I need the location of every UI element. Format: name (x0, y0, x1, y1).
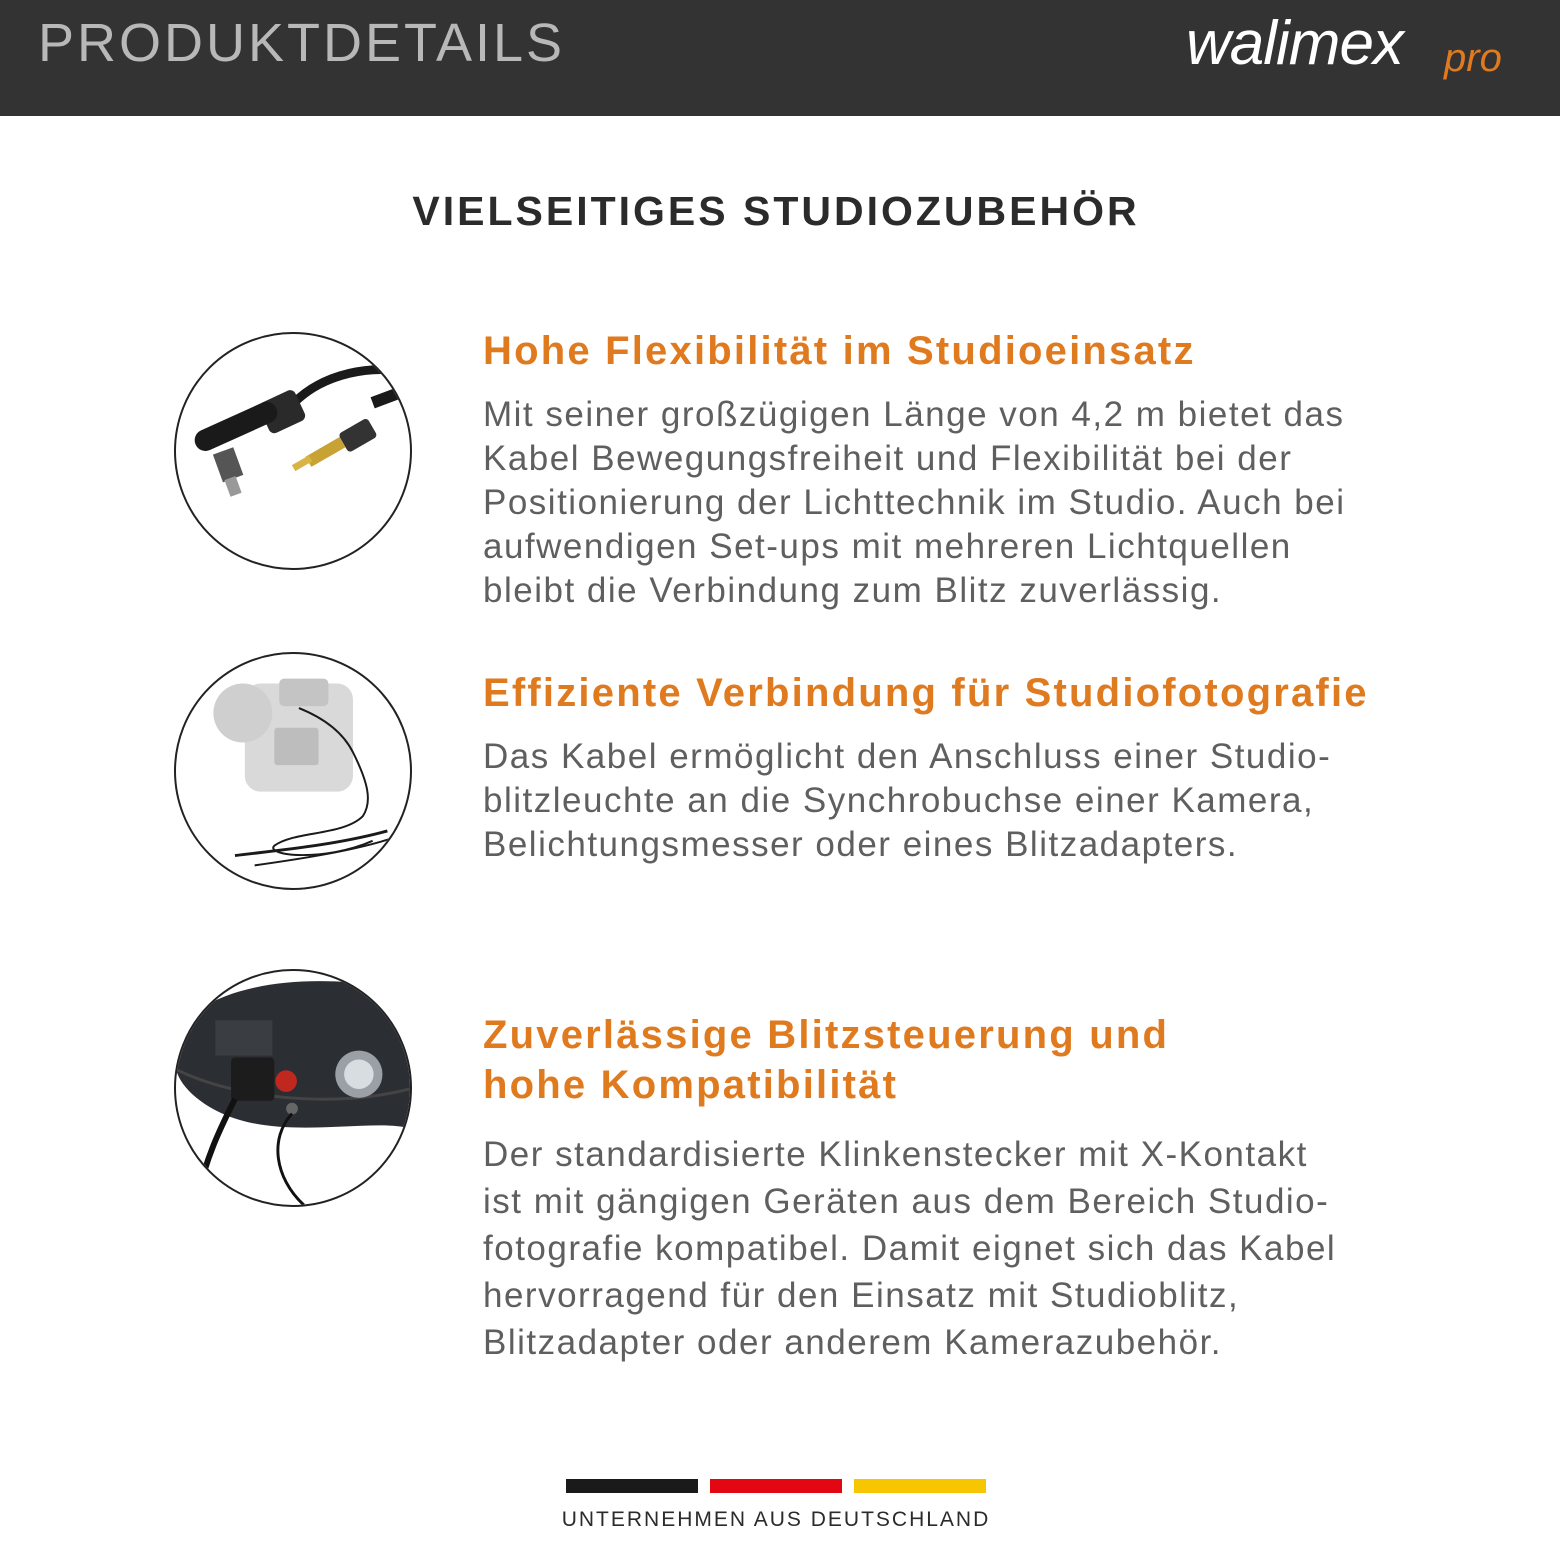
feature-2-text-line: Das Kabel ermöglicht den Anschluss einer Studio- (483, 737, 1332, 776)
feature-3-text-line: Der standardisierte Klinkenstecker mit X-Kontakt (483, 1135, 1308, 1174)
feature-1-text-line: aufwendigen Set-ups mit mehreren Lichtquellen (483, 527, 1292, 566)
feature-1-title: Hohe Flexibilität im Studioeinsatz (483, 329, 1196, 373)
feature-1-text-line: Mit seiner großzügigen Länge von 4,2 m bietet das (483, 395, 1345, 434)
feature-2-text-line: blitzleuchte an die Synchrobuchse einer Kamera, (483, 781, 1315, 820)
flag-stripe-black (566, 1479, 698, 1493)
logo-wordmark: walimex (1186, 9, 1403, 78)
feature-3-text-line: fotografie kompatibel. Damit eignet sich das Kabel (483, 1229, 1337, 1268)
feature-2-text-line: Belichtungsmesser oder eines Blitzadapters. (483, 825, 1239, 864)
section-heading: VIELSEITIGES STUDIOZUBEHÖR (412, 188, 1140, 234)
walimex-pro-logo (1186, 8, 1531, 98)
studio-flash-back-panel-image (174, 969, 412, 1207)
feature-2-description (483, 735, 1473, 867)
sync-cable-plugs-image (174, 332, 412, 570)
logo-suffix: pro (1444, 36, 1502, 80)
feature-2-title: Effiziente Verbindung für Studiofotografie (483, 671, 1369, 715)
footer-text: UNTERNEHMEN AUS DEUTSCHLAND (561, 1508, 991, 1531)
feature-3-title-line: Zuverlässige Blitzsteuerung und (483, 1013, 1170, 1057)
feature-1-text-line: Kabel Bewegungsfreiheit und Flexibilität bei der (483, 439, 1293, 478)
feature-3-text-line: ist mit gängigen Geräten aus dem Bereich Studio- (483, 1182, 1330, 1221)
flag-stripe-gold (854, 1479, 986, 1493)
feature-3-description (483, 1131, 1473, 1366)
feature-1-description (483, 393, 1473, 613)
camera-with-cable-image (174, 652, 412, 890)
header-bar (0, 0, 1560, 116)
feature-1-text-line: bleibt die Verbindung zum Blitz zuverlässig. (483, 571, 1223, 610)
feature-3-text-line: Blitzadapter oder anderem Kamerazubehör. (483, 1323, 1223, 1362)
feature-3-title-line: hohe Kompatibilität (483, 1063, 899, 1107)
flag-stripe-red (710, 1479, 842, 1493)
feature-1-text-line: Positionierung der Lichttechnik im Studio. Auch bei (483, 483, 1346, 522)
page-title: PRODUKTDETAILS (38, 13, 566, 73)
feature-3-text-line: hervorragend für den Einsatz mit Studioblitz, (483, 1276, 1240, 1315)
feature-3-title (483, 1010, 1169, 1110)
